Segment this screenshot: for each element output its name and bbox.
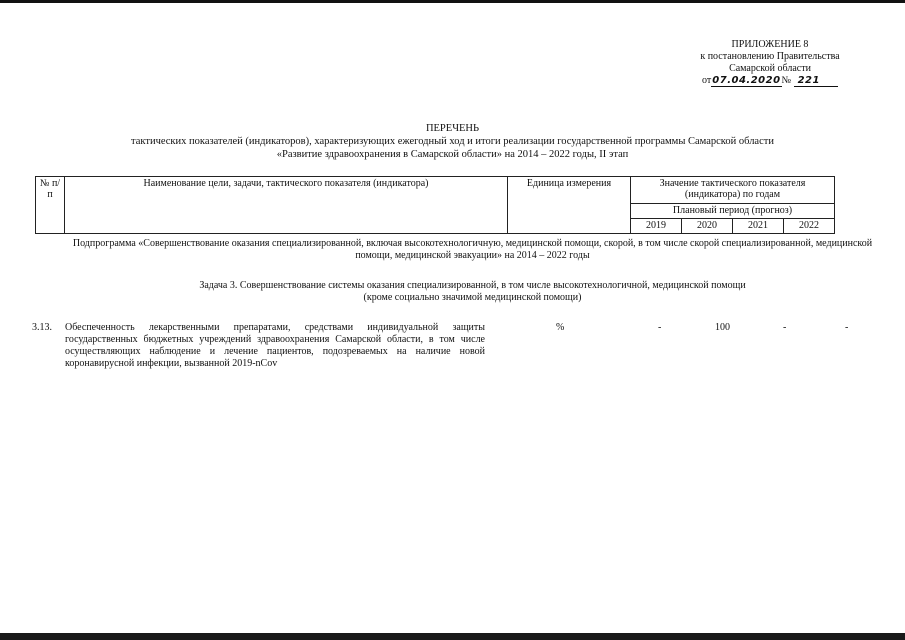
col-name: Наименование цели, задачи, тактического показателя (индикатора) [65, 177, 508, 234]
number-value: 221 [794, 75, 838, 87]
date-value: 07.04.2020 [712, 75, 781, 86]
col-unit: Единица измерения [508, 177, 631, 234]
indicator-table-header [35, 176, 835, 234]
document-heading: ПЕРЕЧЕНЬ [425, 123, 480, 134]
row-number: 3.13. [32, 322, 52, 333]
subprogram-title: Подпрограмма «Совершенствование оказания специализированной, включая высокотехнологичную, медицинской помощи, скорой, в том числе скорой специализированной, медицинской помощи, медицинской эвакуации» на 2014 – 2022 годы [72, 238, 873, 261]
date-prefix: от [702, 75, 712, 86]
col-plan-period: Плановый период (прогноз) [631, 203, 835, 218]
row-value-2019: - [658, 322, 662, 333]
col-number: № п/п [36, 177, 65, 234]
appendix-decree: к постановлению Правительства [700, 51, 840, 62]
col-year-2020: 2020 [682, 218, 733, 233]
col-value-by-years: Значение тактического показателя (индикатора) по годам [631, 177, 835, 204]
col-year-2022: 2022 [784, 218, 835, 233]
appendix-title: ПРИЛОЖЕНИЕ 8 [731, 39, 809, 50]
col-year-2019: 2019 [631, 218, 682, 233]
scan-bottom-edge [0, 633, 905, 640]
number-prefix: № [781, 75, 792, 86]
row-indicator-text: Обеспеченность лекарственными препаратами, средствами индивидуальной защиты государственных бюджетных учреждений здравоохранения Самарской области, в том числе осуществляющих наблюдение и лечение пациентов, подозреваемых на наличие новой коронавирусной инфекции, вызванной 2019-nCov [65, 322, 485, 369]
task-title-line1: Задача 3. Совершенствование системы оказания специализированной, в том числе высокотехнологичной, медицинской помощи [199, 280, 746, 291]
scan-top-edge [0, 0, 905, 3]
row-value-2020: 100 [715, 322, 730, 333]
task-title [100, 280, 845, 304]
appendix-region: Самарской области [729, 63, 811, 74]
task-title-line2: (кроме социально значимой медицинской помощи) [363, 292, 582, 303]
row-value-2021: - [783, 322, 787, 333]
appendix-date-line [620, 75, 905, 87]
row-unit: % [556, 322, 565, 333]
document-subtitle-line1: тактических показателей (индикаторов), характеризующих ежегодный ход и итоги реализации государственной программы Самарской области [131, 136, 774, 147]
appendix-stamp [620, 39, 905, 87]
row-value-2022: - [845, 322, 849, 333]
document-subtitle-line2: «Развитие здравоохранения в Самарской области» на 2014 – 2022 годы, II этап [276, 149, 629, 160]
col-year-2021: 2021 [733, 218, 784, 233]
